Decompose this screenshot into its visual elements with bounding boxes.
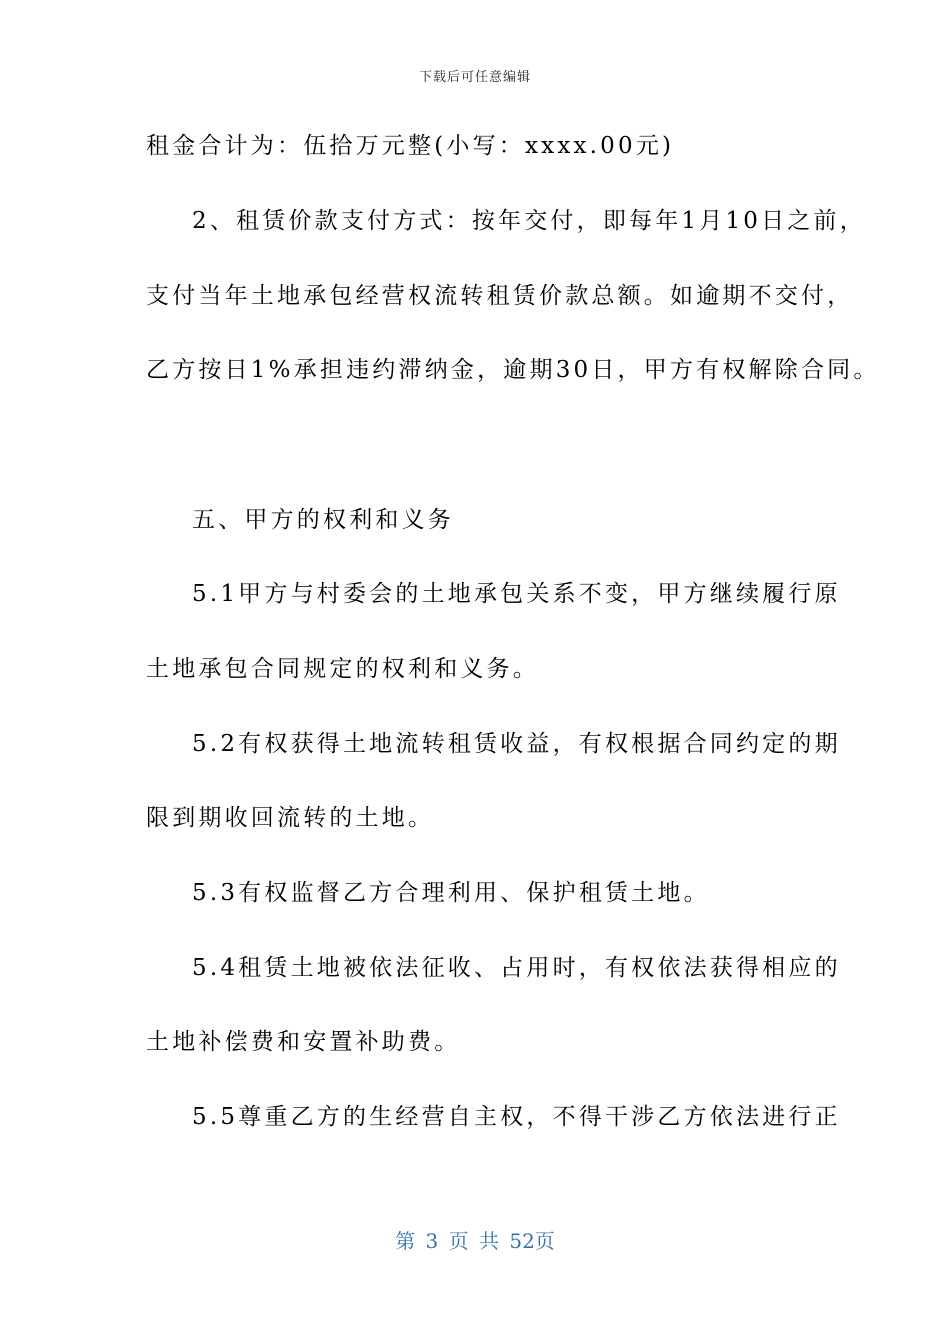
- document-line: 5.3有权监督乙方合理利用、保护租赁土地。: [192, 880, 710, 906]
- document-line: 5.5尊重乙方的生经营自主权，不得干涉乙方依法进行正: [192, 1104, 841, 1130]
- page-number-footer: 第 3 页 共 52页: [395, 1229, 555, 1253]
- document-line: 5.1甲方与村委会的土地承包关系不变，甲方继续履行原: [192, 581, 841, 607]
- document-line: 限到期收回流转的土地。: [146, 805, 435, 831]
- document-line: 支付当年土地承包经营权流转租赁价款总额。如逾期不交付，: [146, 283, 854, 309]
- document-line: 5.2有权获得土地流转租赁收益，有权根据合同约定的期: [192, 731, 841, 757]
- document-line: 土地承包合同规定的权利和义务。: [146, 656, 539, 682]
- document-line: 乙方按日1%承担违约滞纳金，逾期30日，甲方有权解除合同。: [146, 357, 880, 383]
- document-line: 5.4租赁土地被依法征收、占用时，有权依法获得相应的: [192, 955, 841, 981]
- section-heading: 五、甲方的权利和义务: [192, 507, 454, 533]
- document-line: 土地补偿费和安置补助费。: [146, 1029, 461, 1055]
- document-line: 租金合计为：伍拾万元整(小写：xxxx.00元): [146, 133, 675, 159]
- header-note: 下载后可任意编辑: [418, 70, 531, 85]
- document-line: 2、租赁价款支付方式：按年交付，即每年1月10日之前，: [192, 208, 866, 234]
